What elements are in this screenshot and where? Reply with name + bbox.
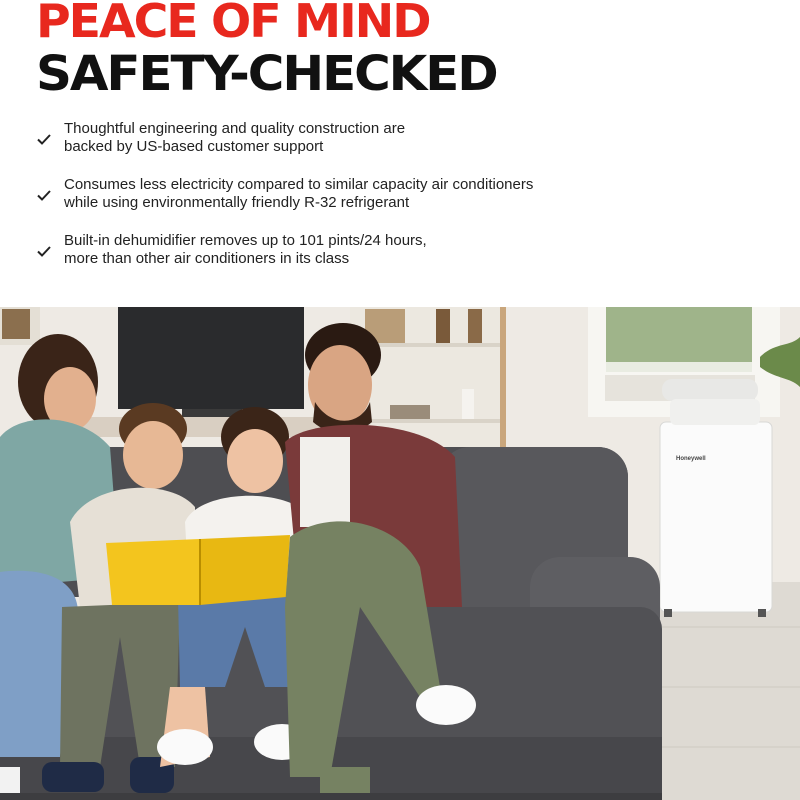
headline-peace-of-mind: PEACE OF MIND: [36, 0, 430, 48]
feature-text-line2: backed by US-based customer support: [64, 138, 324, 155]
family-living-room-illustration: [0, 307, 800, 800]
yellow-book: [106, 535, 290, 605]
feature-text-line1: Consumes less electricity compared to similar capacity air conditioners: [64, 176, 534, 193]
portable-air-conditioner: [660, 422, 772, 612]
lifestyle-photo: [0, 307, 800, 800]
check-icon: [36, 243, 52, 259]
feature-text-line2: while using environmentally friendly R-32 refrigerant: [64, 194, 410, 211]
exhaust-hose: [662, 379, 758, 401]
headline-safety-checked: SAFETY-CHECKED: [36, 46, 497, 102]
check-icon: [36, 187, 52, 203]
check-icon: [36, 131, 52, 147]
feature-text-line2: more than other air conditioners in its class: [64, 250, 350, 267]
television: [118, 307, 304, 409]
feature-text-line1: Built-in dehumidifier removes up to 101 pints/24 hours,: [64, 232, 427, 249]
feature-text-line1: Thoughtful engineering and quality construction are: [64, 120, 406, 137]
honeywell-logo: Honeywell: [676, 456, 706, 462]
